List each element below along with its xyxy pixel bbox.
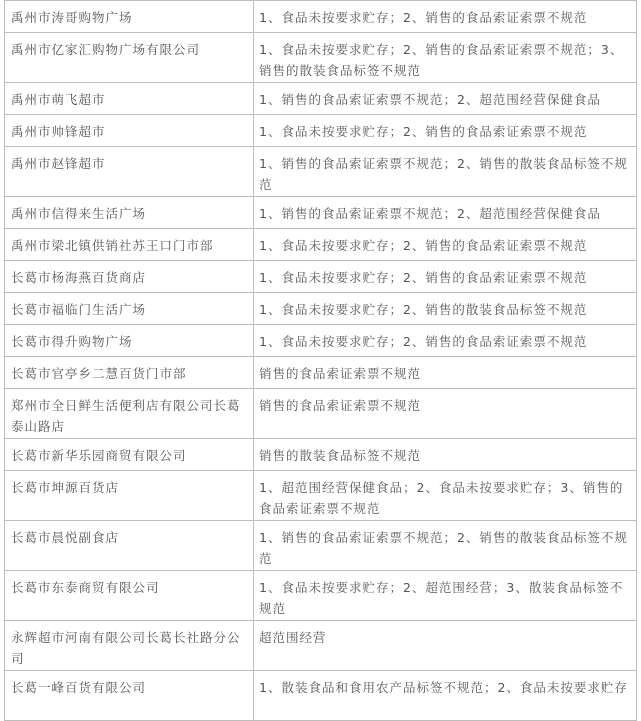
table-row: [4, 389, 637, 439]
store-name: 长葛市坤源百货店: [5, 471, 254, 520]
violation-text: 1、超范围经营保健食品；2、食品未按要求贮存；3、销售的食品索证索票不规范: [259, 480, 624, 516]
store-name: 长葛市东泰商贸有限公司: [5, 571, 254, 620]
violation-text: 1、销售的食品索证索票不规范；2、超范围经营保健食品: [259, 92, 601, 107]
store-name: 长葛市福临门生活广场: [5, 293, 254, 324]
table-row: [4, 471, 637, 521]
store-name: 长葛一峰百货有限公司: [5, 671, 254, 720]
violation-text: 1、散装食品和食用农产品标签不规范；2、食品未按要求贮存: [259, 680, 628, 695]
store-name: 禹州市亿家汇购物广场有限公司: [5, 33, 254, 82]
table-row: [4, 293, 637, 325]
table-row: [4, 439, 637, 471]
violation-text: 销售的食品索证索票不规范: [259, 398, 422, 413]
violation-text: 1、销售的食品索证索票不规范；2、销售的散装食品标签不规范: [259, 530, 628, 566]
table-row: [4, 261, 637, 293]
store-name: 禹州市信得来生活广场: [5, 197, 254, 228]
violation-text: 1、食品未按要求贮存；2、销售的散装食品标签不规范: [259, 302, 588, 317]
violation-text: 1、销售的食品索证索票不规范；2、销售的散装食品标签不规范: [259, 156, 628, 192]
store-name: 禹州市梁北镇供销社苏王口门市部: [5, 229, 254, 260]
store-name: 长葛市晨悦副食店: [5, 521, 254, 570]
violation-text: 1、食品未按要求贮存；2、超范围经营；3、散装食品标签不规范: [259, 580, 624, 616]
violation-text: 1、食品未按要求贮存；2、销售的食品索证索票不规范: [259, 238, 588, 253]
store-name: 禹州市赵锋超市: [5, 147, 254, 196]
violation-text: 销售的散装食品标签不规范: [259, 448, 422, 463]
table-row: [4, 325, 637, 357]
table-row: [4, 621, 637, 671]
violations-table: [4, 0, 637, 721]
table-row: [4, 671, 637, 721]
table-row: [4, 521, 637, 571]
table-row: [4, 197, 637, 229]
store-name: 长葛市新华乐园商贸有限公司: [5, 439, 254, 470]
table-row: [4, 229, 637, 261]
store-name: 禹州市萌飞超市: [5, 83, 254, 114]
violation-text: 1、食品未按要求贮存；2、销售的食品索证索票不规范: [259, 270, 588, 285]
table-row: [4, 571, 637, 621]
store-name: 禹州市帅锋超市: [5, 115, 254, 146]
store-name: 长葛市得升购物广场: [5, 325, 254, 356]
violation-text: 销售的食品索证索票不规范: [259, 366, 422, 381]
violation-text: 1、食品未按要求贮存；2、销售的食品索证索票不规范；3、销售的散装食品标签不规范: [259, 42, 624, 78]
store-name: 永辉超市河南有限公司长葛长社路分公司: [5, 621, 254, 670]
violation-text: 1、销售的食品索证索票不规范；2、超范围经营保健食品: [259, 206, 601, 221]
store-name: 长葛市官亭乡二慧百货门市部: [5, 357, 254, 388]
table-row: [4, 357, 637, 389]
violation-text: 超范围经营: [259, 630, 327, 645]
table-row: [4, 115, 637, 147]
store-name: 长葛市杨海燕百货商店: [5, 261, 254, 292]
table-row: [4, 1, 637, 33]
table-row: [4, 83, 637, 115]
violation-text: 1、食品未按要求贮存；2、销售的食品索证索票不规范: [259, 334, 588, 349]
violation-text: 1、食品未按要求贮存；2、销售的食品索证索票不规范: [259, 10, 588, 25]
store-name: 禹州市涛哥购物广场: [5, 1, 254, 32]
table-row: [4, 33, 637, 83]
table-row: [4, 147, 637, 197]
violation-text: 1、食品未按要求贮存；2、销售的食品索证索票不规范: [259, 124, 588, 139]
store-name: 郑州市全日鲜生活便利店有限公司长葛泰山路店: [5, 389, 254, 438]
